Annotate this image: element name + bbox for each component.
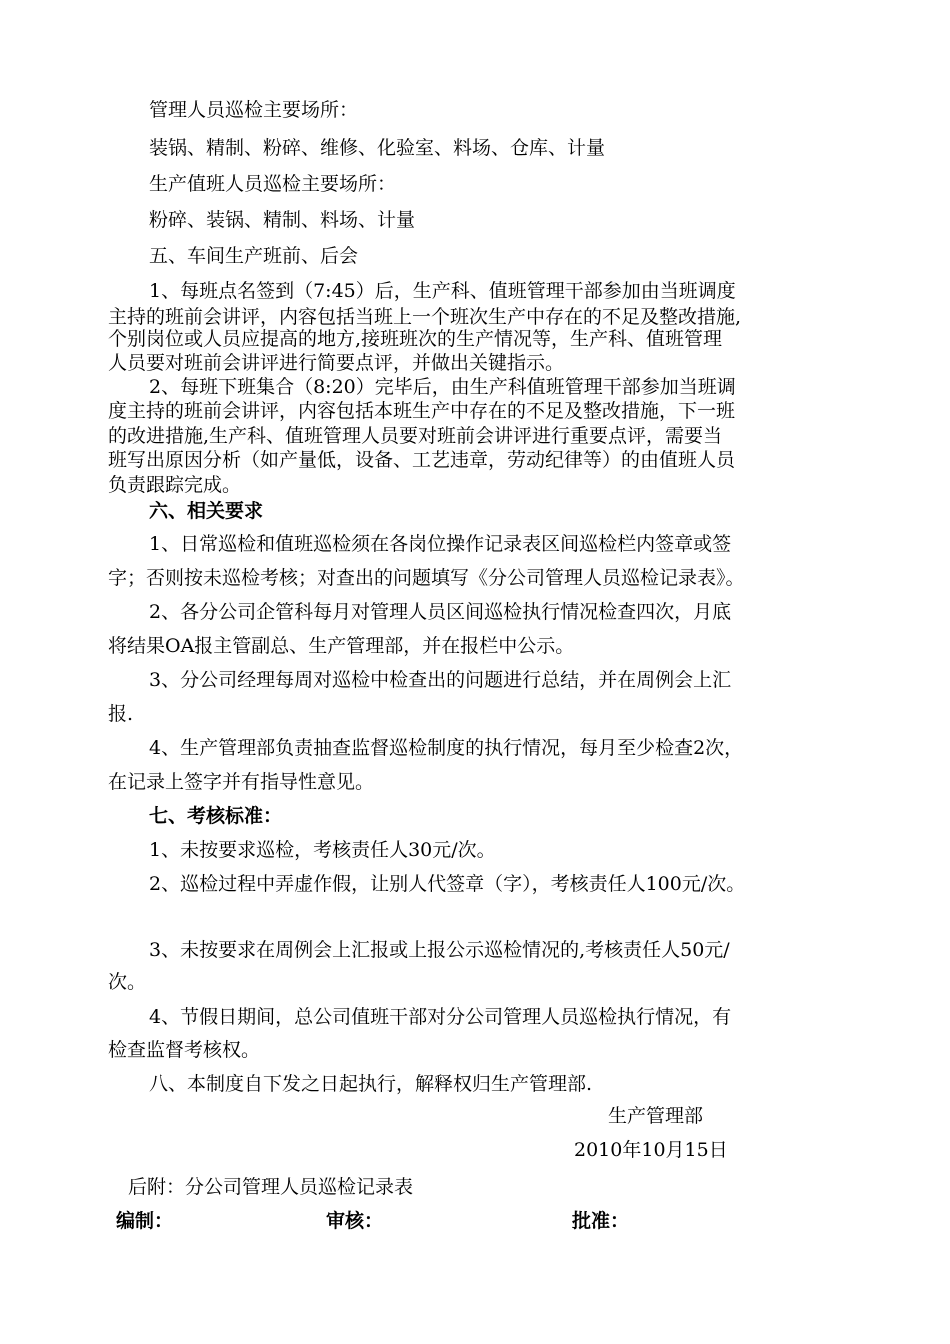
- text-line: 负责跟踪完成。: [108, 474, 242, 496]
- text-line: 的改进措施,生产科、值班管理人员要对班前会讲评进行重要点评，需要当: [108, 425, 723, 447]
- text-line: 个别岗位或人员应提高的地方,接班班次的生产情况等，生产科、值班管理: [108, 328, 723, 350]
- text-line: 报.: [108, 703, 134, 725]
- text-line: 人员要对班前会讲评进行简要点评，并做出关键指示。: [108, 352, 565, 374]
- text-line: 4、节假日期间，总公司值班干部对分公司管理人员巡检执行情况，有: [149, 1006, 732, 1028]
- text-line: 装锅、精制、粉碎、维修、化验室、料场、仓库、计量: [149, 137, 606, 159]
- reviewed-by-label: 审核：: [326, 1210, 384, 1232]
- text-line: 次。: [108, 971, 147, 993]
- text-line: 1、每班点名签到（7:45）后，生产科、值班管理干部参加由当班调度: [149, 280, 736, 302]
- text-line: 字；否则按未巡检考核；对查出的问题填写《分公司管理人员巡检记录表》。: [108, 567, 745, 589]
- text-line: 检查监督考核权。: [108, 1039, 261, 1061]
- issuer-department: 生产管理部: [608, 1105, 704, 1127]
- text-line: 生产值班人员巡检主要场所：: [149, 173, 397, 195]
- text-line: 3、分公司经理每周对巡检中检查出的问题进行总结，并在周例会上汇: [149, 669, 732, 691]
- text-line: 主持的班前会讲评，内容包括当班上一个班次生产中存在的不足及整改措施,: [108, 306, 742, 328]
- issue-date: 2010年10月15日: [574, 1139, 728, 1161]
- text-line: 度主持的班前会讲评，内容包括本班生产中存在的不足及整改措施，下一班: [108, 400, 736, 422]
- attachment-note: 后附：分公司管理人员巡检记录表: [128, 1176, 414, 1198]
- text-line: 八、本制度自下发之日起执行，解释权归生产管理部.: [149, 1073, 593, 1095]
- section-heading: 六、相关要求: [149, 500, 264, 522]
- section-heading: 五、车间生产班前、后会: [149, 245, 359, 267]
- text-line: 在记录上签字并有指导性意见。: [108, 771, 375, 793]
- text-line: 粉碎、装锅、精制、料场、计量: [149, 209, 416, 231]
- text-line: 将结果OA报主管副总、生产管理部，并在报栏中公示。: [108, 635, 575, 657]
- text-line: 1、日常巡检和值班巡检须在各岗位操作记录表区间巡检栏内签章或签: [149, 533, 732, 555]
- text-line: 班写出原因分析（如产量低，设备、工艺违章，劳动纪律等）的由值班人员: [108, 449, 736, 471]
- text-line: 4、生产管理部负责抽查监督巡检制度的执行情况，每月至少检查2次，: [149, 737, 744, 759]
- text-line: 2、各分公司企管科每月对管理人员区间巡检执行情况检查四次，月底: [149, 601, 732, 623]
- text-line: 管理人员巡检主要场所：: [149, 99, 359, 121]
- text-line: 2、巡检过程中弄虚作假，让别人代签章（字），考核责任人100元/次。: [149, 873, 746, 895]
- text-line: 3、未按要求在周例会上汇报或上报公示巡检情况的,考核责任人50元/: [149, 939, 730, 961]
- text-line: 2、每班下班集合（8:20）完毕后，由生产科值班管理干部参加当班调: [149, 376, 736, 398]
- section-heading: 七、考核标准：: [149, 805, 283, 827]
- prepared-by-label: 编制：: [116, 1210, 174, 1232]
- approved-by-label: 批准：: [572, 1210, 630, 1232]
- text-line: 1、未按要求巡检，考核责任人30元/次。: [149, 839, 496, 861]
